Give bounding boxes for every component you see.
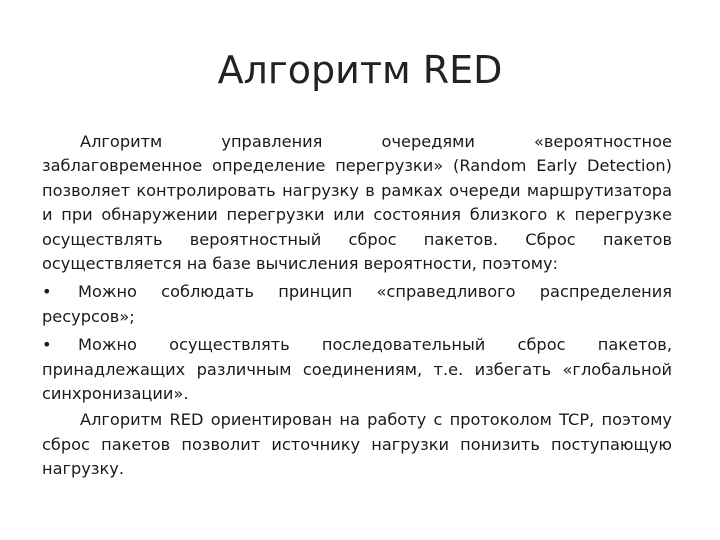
bullet-item-2 [42,333,672,406]
bullet-item-1 [42,280,672,329]
slide-body [42,130,672,482]
bullet-text: Можно соблюдать принцип «справедливого распределения ресурсов»; [42,282,672,326]
closing-paragraph: Алгоритм RED ориентирован на работу с протоколом TCP, поэтому сброс пакетов позволит источнику нагрузки понизить поступающую нагрузку. [42,410,672,479]
intro-paragraph: Алгоритм управления очередями «вероятностное заблаговременное определение перегрузки» (Random Early Detection) позволяет контролировать нагрузку в рамках очереди маршрутизатора и при обнаружении перегрузки или состояния близкого к перегрузке осуществлять вероятностный сброс пакетов. Сброс пакетов осуществляется на базе вычисления вероятности, поэтому: [42,132,672,274]
bullet-marker: • [42,335,52,355]
bullet-text: Можно осуществлять последовательный сброс пакетов, принадлежащих различным соединениям, т.е. избегать «глобальной синхронизации». [42,335,672,404]
slide-title: Алгоритм RED [217,48,503,92]
bullet-marker: • [42,282,52,302]
